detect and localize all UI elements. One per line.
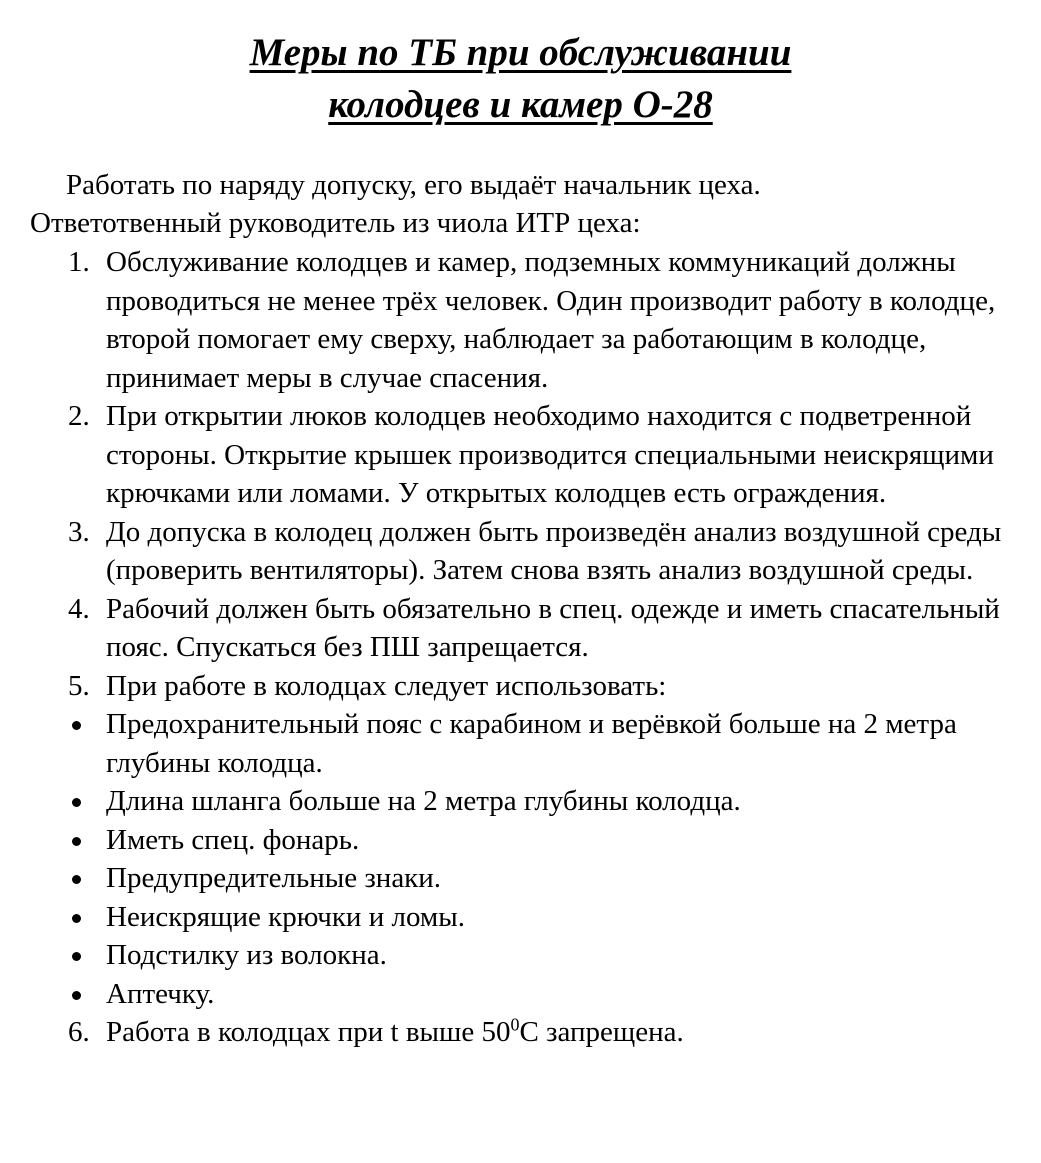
bullet-icon (72, 798, 81, 807)
bullet-item-2 (0, 782, 1016, 821)
bullet-item-4 (0, 859, 1016, 898)
bullet-text: Иметь спец. фонарь. (106, 823, 360, 856)
title-line-2: колодцев и камер О-28 (328, 83, 713, 126)
item-number: 2. (68, 400, 90, 432)
list-item-6 (0, 1013, 1016, 1052)
item-number: 5. (68, 669, 90, 702)
list-item-2 (0, 397, 1016, 513)
measures-list (0, 243, 1041, 1052)
bullet-item-3 (0, 821, 1016, 860)
intro-line-2: Ответотвенный руководитель из чиола ИТР цеха: (30, 207, 641, 239)
item-number: 1. (68, 246, 90, 278)
bullet-text: Предохранительный пояс с карабином и верёвкой больше на 2 метра глубины колодца. (106, 708, 957, 779)
item-number: 4. (68, 592, 90, 625)
bullet-icon (72, 914, 81, 923)
item-text-after: С запрещена. (519, 1016, 684, 1048)
item-text: Рабочий должен быть обязательно в спец. одежде и иметь спасательный пояс. Спускаться без ПШ запрещается. (106, 592, 1000, 663)
bullet-text: Неискрящие крючки и ломы. (106, 900, 465, 933)
title-line-1: Меры по ТБ при обслуживании (249, 31, 792, 74)
bullet-item-7 (0, 975, 1016, 1014)
item-number: 3. (68, 515, 90, 548)
bullet-icon (72, 952, 81, 961)
bullet-item-1 (0, 705, 1016, 782)
bullet-text: Подстилку из волокна. (106, 939, 387, 971)
item-text-before: Работа в колодцах при t выше 50 (106, 1016, 511, 1048)
item-text: До допуска в колодец должен быть произведён анализ воздушной среды (проверить вентиляторы). Затем снова взять анализ воздушной среды. (106, 515, 1002, 586)
bullet-text: Аптечку. (106, 977, 215, 1010)
item-text: При открытии люков колодцев необходимо находится с подветренной стороны. Открытие крышек производится специальными неискрящими крючками или ломами. У открытых колодцев есть ограждения. (106, 400, 994, 509)
list-item-4 (0, 590, 1016, 667)
intro-line-1: Работать по наряду допуску, его выдаёт начальник цеха. (66, 169, 761, 201)
list-item-3 (0, 513, 1016, 590)
item-number: 6. (68, 1016, 90, 1048)
bullet-text: Длина шланга больше на 2 метра глубины колодца. (106, 785, 741, 817)
list-item-5 (0, 667, 1016, 706)
bullet-item-6 (0, 936, 1016, 975)
bullet-text: Предупредительные знаки. (106, 862, 442, 894)
bullet-icon (72, 991, 81, 1000)
bullet-icon (72, 837, 81, 846)
item-text: Обслуживание колодцев и камер, подземных коммуникаций должны проводиться не менее трёх человек. Один производит работу в колодце, второй помогает ему сверху, наблюдает за работающим в колодце, принимает меры в случае спасения. (106, 246, 996, 394)
list-item-1 (0, 243, 1016, 397)
bullet-icon (72, 721, 81, 730)
bullet-item-5 (0, 898, 1016, 937)
item-text: При работе в колодцах следует использовать: (106, 669, 667, 702)
degree-superscript: 0 (510, 1014, 520, 1035)
bullet-icon (72, 875, 81, 884)
